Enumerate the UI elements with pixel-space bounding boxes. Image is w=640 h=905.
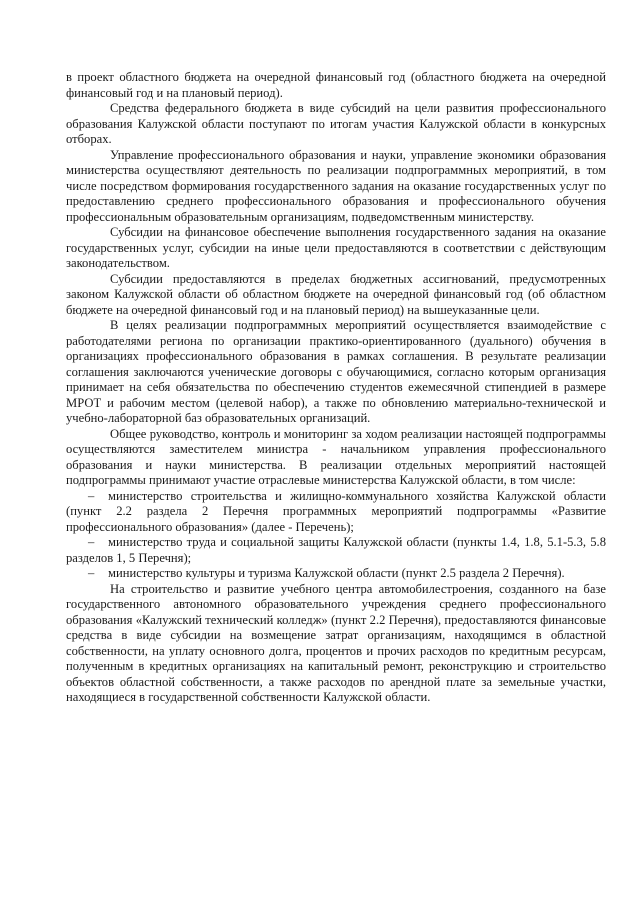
paragraph-subsidies-state-task: Субсидии на финансовое обеспечение выполнения государственного задания на оказание государственных услуг, субсидии на иные цели предоставляются в соответствии с действующим законодательством. [66,225,606,270]
list-item-text: министерство культуры и туризма Калужской области (пункт 2.5 раздела 2 Перечня). [108,566,565,580]
paragraph-federal-funds: Средства федерального бюджета в виде субсидий на цели развития профессионального образования Калужской области поступают по итогам участия Калужской области в конкурсных отборах. [66,101,606,146]
list-item-labor-ministry [66,535,606,566]
list-item-text: министерство труда и социальной защиты Калужской области (пункты 1.4, 1.8, 5.1-5.3, 5.8 разделов 1, 5 Перечня); [66,535,606,565]
paragraph-general-management: Общее руководство, контроль и мониторинг за ходом реализации настоящей подпрограммы осуществляются заместителем министра - начальником управления профессионального образования и науки министерства. В реализации отдельных мероприятий настоящей подпрограммы принимают участие отраслевые министерства Калужской области, в том числе: [66,426,606,487]
list-item-text: министерство строительства и жилищно-коммунального хозяйства Калужской области (пункт 2.2 раздела 2 Перечня программных мероприятий подпрограммы «Развитие профессионального образования» (далее - Перечень); [66,488,606,534]
paragraph-continuation: в проект областного бюджета на очередной финансовый год (областного бюджета на очередной финансовый год и на плановый период). [66,70,606,100]
list-dash: – [88,566,95,580]
list-dash: – [88,488,95,503]
list-item-culture-ministry [66,566,606,582]
paragraph-employers-cooperation: В целях реализации подпрограммных мероприятий осуществляется взаимодействие с работодателями региона по организации практико-ориентированного (дуального) обучения в организациях профессионального образования в рамках соглашения. В результате реализации соглашения заключаются ученические договоры с обучающимися, согласно которым организация принимает на себя обязательства по обеспечению студентов ежемесячной стипендией в размере МРОТ и рабочим местом (целевой набор), а также по обновлению материально-технической и учебно-лабораторной баз образовательных организаций. [66,318,606,425]
list-dash: – [88,535,95,549]
paragraph-subsidies-limits: Субсидии предоставляются в пределах бюджетных ассигнований, предусмотренных законом Калужской области об областном бюджете на очередной финансовый год (об областном бюджете на очередной финансовый год и на плановый период) на вышеуказанные цели. [66,271,606,317]
paragraph-management: Управление профессионального образования и науки, управление экономики образования министерства осуществляют деятельность по реализации подпрограммных мероприятий, в том числе посредством формирования государственного задания на оказание государственных услуг по предоставлению среднего профессионального образования и профессионального обучения профессиональным образовательным организациям, подведомственным министерству. [66,147,606,224]
list-item-construction-ministry [66,489,606,536]
document-body [66,70,606,706]
paragraph-training-center: На строительство и развитие учебного центра автомобилестроения, созданного на базе государственного автономного образовательного учреждения среднего профессионального образования «Калужский технический колледж» (пункт 2.2 Перечня), предоставляются финансовые средства в виде субсидии на возмещение затрат организациям, находящимся в областной собственности, на уплату основного долга, процентов и прочих расходов по кредитным ресурсам, полученным в кредитных организациях на капитальный ремонт, реконструкцию и строительство объектов областной собственности, а также расходов по арендной плате за земельные участки, находящиеся в государственной собственности Калужской области. [66,581,606,704]
